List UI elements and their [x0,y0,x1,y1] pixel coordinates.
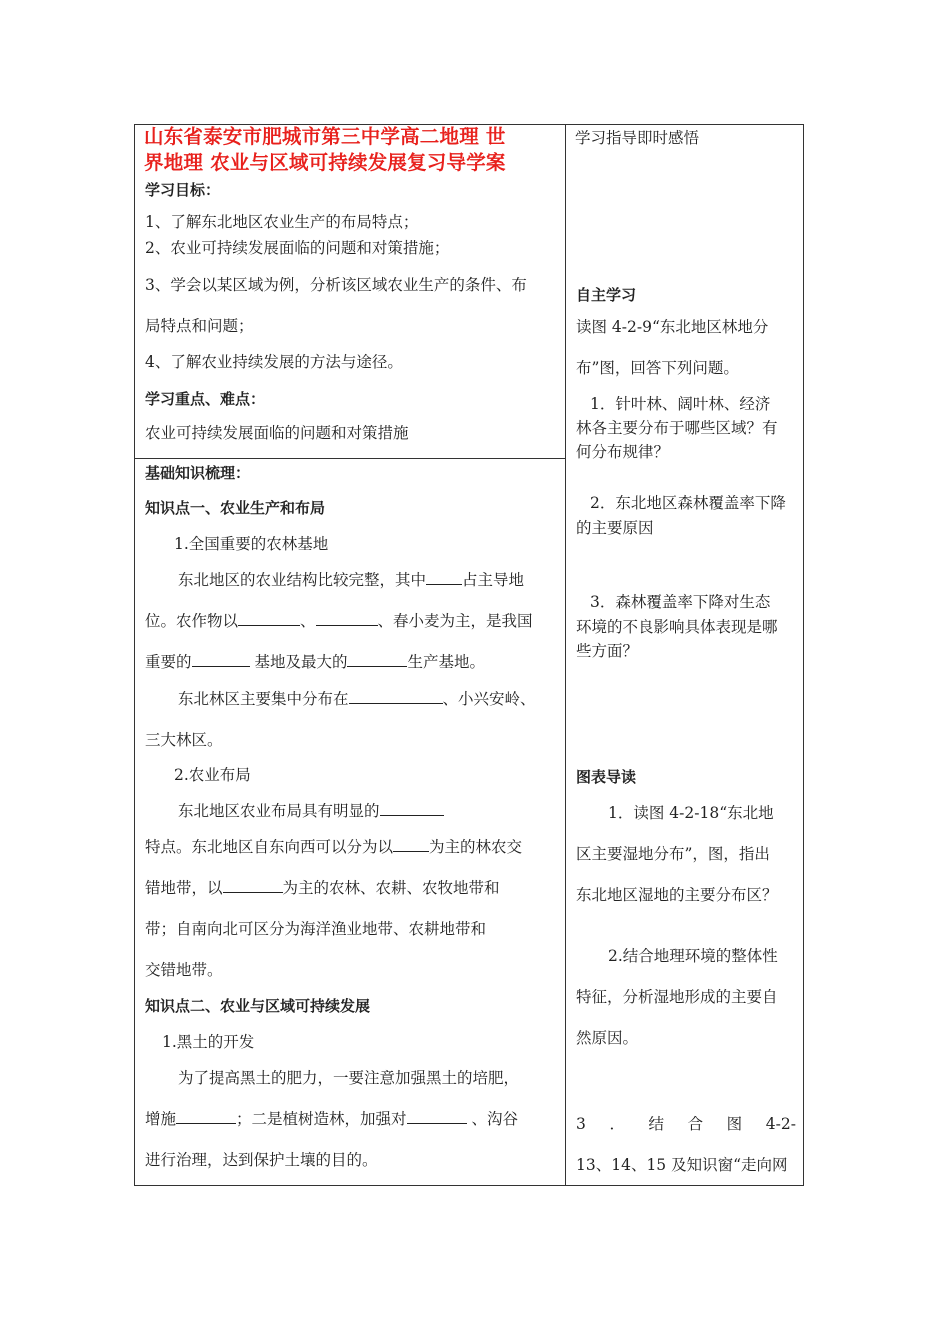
question-2-line-1: 2．东北地区森林覆盖率下降 [590,494,786,512]
word: 4-2- [765,1115,796,1133]
text: 、 [300,612,316,630]
knowledge-point-1-heading: 知识点一、农业生产和布局 [145,499,326,517]
text: 为主的农林、农耕、农牧地带和 [282,879,500,897]
text: 东北地区的农业结构比较完整，其中 [178,571,427,589]
paragraph-1-line-2 [145,611,533,631]
paragraph-1-line-1 [178,570,524,590]
text: 位。农作物以 [145,612,239,630]
paragraph-2-line-2: 三大林区。 [145,731,223,749]
text: 、沟谷 [466,1110,518,1128]
text: ；二是植树造林，加强对 [236,1110,407,1128]
blank[interactable] [238,611,300,626]
blank[interactable] [380,801,444,816]
right-column-header: 学习指导即时感悟 [575,129,700,147]
paragraph-2-line-1 [178,689,536,709]
self-study-text-1: 读图 4-2-9“东北地区林地分 [576,318,769,336]
chart-question-1-line-3: 东北地区湿地的主要分布区？ [576,886,778,904]
text: 增施 [145,1110,177,1128]
document-title-line-1: 山东省泰安市肥城市第三中学高二地理 世 [144,125,506,148]
basics-heading: 基础知识梳理： [145,464,251,482]
blank[interactable] [176,1109,236,1124]
text: 重要的 [145,653,192,671]
paragraph-4-line-1: 为了提高黑土的肥力，一要注意加强黑土的培肥， [178,1069,520,1087]
row-divider [134,458,565,459]
text: 东北地区农业布局具有明显的 [178,802,380,820]
question-1-line-1: 1．针叶林、阔叶林、经济 [590,395,771,413]
kp2-subheading-1: 1.黑土的开发 [162,1033,255,1051]
text: 为主的林农交 [429,838,523,856]
blank[interactable] [349,689,443,704]
column-divider [565,124,566,1186]
blank[interactable] [347,652,407,667]
chart-reading-heading: 图表导读 [576,768,637,786]
word: 结 [648,1115,665,1133]
word: ． [609,1115,625,1133]
blank[interactable] [192,652,250,667]
goal-4: 4、了解农业持续发展的方法与途径。 [145,353,403,371]
text: 特点。东北地区自东向西可以分为以 [145,838,394,856]
text: 占主导地 [462,571,525,589]
chart-question-2-line-2: 特征，分析湿地形成的主要自 [576,988,778,1006]
key-points-text: 农业可持续发展面临的问题和对策措施 [145,424,409,442]
self-study-heading: 自主学习 [576,286,637,304]
blank[interactable] [426,570,462,585]
chart-question-1-line-2: 区主要湿地分布”，图，指出 [576,845,770,863]
paragraph-1-line-3 [145,652,485,672]
kp1-subheading-2: 2.农业布局 [174,766,251,784]
goal-3-line-1: 3、学会以某区域为例，分析该区域农业生产的条件、布 [145,276,527,294]
chart-question-3-line-2: 13、14、15 及知识窗“走向网 [576,1156,788,1174]
question-1-line-3: 何分布规律？ [576,443,670,461]
blank[interactable] [223,878,283,893]
goal-2: 2、农业可持续发展面临的问题和对策措施； [145,239,450,257]
paragraph-4-line-3: 进行治理，达到保护土壤的目的。 [145,1151,378,1169]
paragraph-3-line-5: 交错地带。 [145,961,223,979]
blank[interactable] [316,611,378,626]
text: 基地及最大的 [249,653,348,671]
text: 错地带，以 [145,879,223,897]
goals-heading: 学习目标： [145,181,221,199]
question-3-line-2: 环境的不良影响具体表现是哪 [576,618,778,636]
goal-1: 1、了解东北地区农业生产的布局特点； [145,213,419,231]
paragraph-3-line-1 [178,801,444,821]
blank[interactable] [407,1109,467,1124]
text: 、小兴安岭、 [442,690,536,708]
goal-3-line-2: 局特点和问题； [145,317,254,335]
paragraph-4-line-2 [145,1109,518,1129]
chart-question-1-line-1: 1．读图 4-2-18“东北地 [608,804,774,822]
word: 合 [687,1115,704,1133]
document-title-line-2: 界地理 农业与区域可持续发展复习导学案 [144,151,506,174]
text: 东北林区主要集中分布在 [178,690,349,708]
word: 图 [726,1115,743,1133]
key-points-heading: 学习重点、难点： [145,390,266,408]
kp1-subheading-1: 1.全国重要的农林基地 [174,535,329,553]
chart-question-2-line-1: 2.结合地理环境的整体性 [608,947,778,965]
paragraph-3-line-3 [145,878,500,898]
question-3-line-3: 些方面？ [576,642,639,660]
knowledge-point-2-heading: 知识点二、农业与区域可持续发展 [145,997,371,1015]
chart-question-2-line-3: 然原因。 [576,1029,639,1047]
blank[interactable] [393,837,429,852]
text: 、春小麦为主，是我国 [377,612,533,630]
word: 3 [576,1115,586,1133]
self-study-text-2: 布”图，回答下列问题。 [576,359,739,377]
paragraph-3-line-2 [145,837,522,857]
text: 生产基地。 [407,653,485,671]
question-3-line-1: 3．森林覆盖率下降对生态 [590,593,771,611]
chart-question-3-line-1 [576,1114,796,1134]
question-2-line-2: 的主要原因 [576,519,654,537]
paragraph-3-line-4: 带；自南向北可区分为海洋渔业地带、农耕地带和 [145,920,487,938]
question-1-line-2: 林各主要分布于哪些区域？有 [576,419,778,437]
